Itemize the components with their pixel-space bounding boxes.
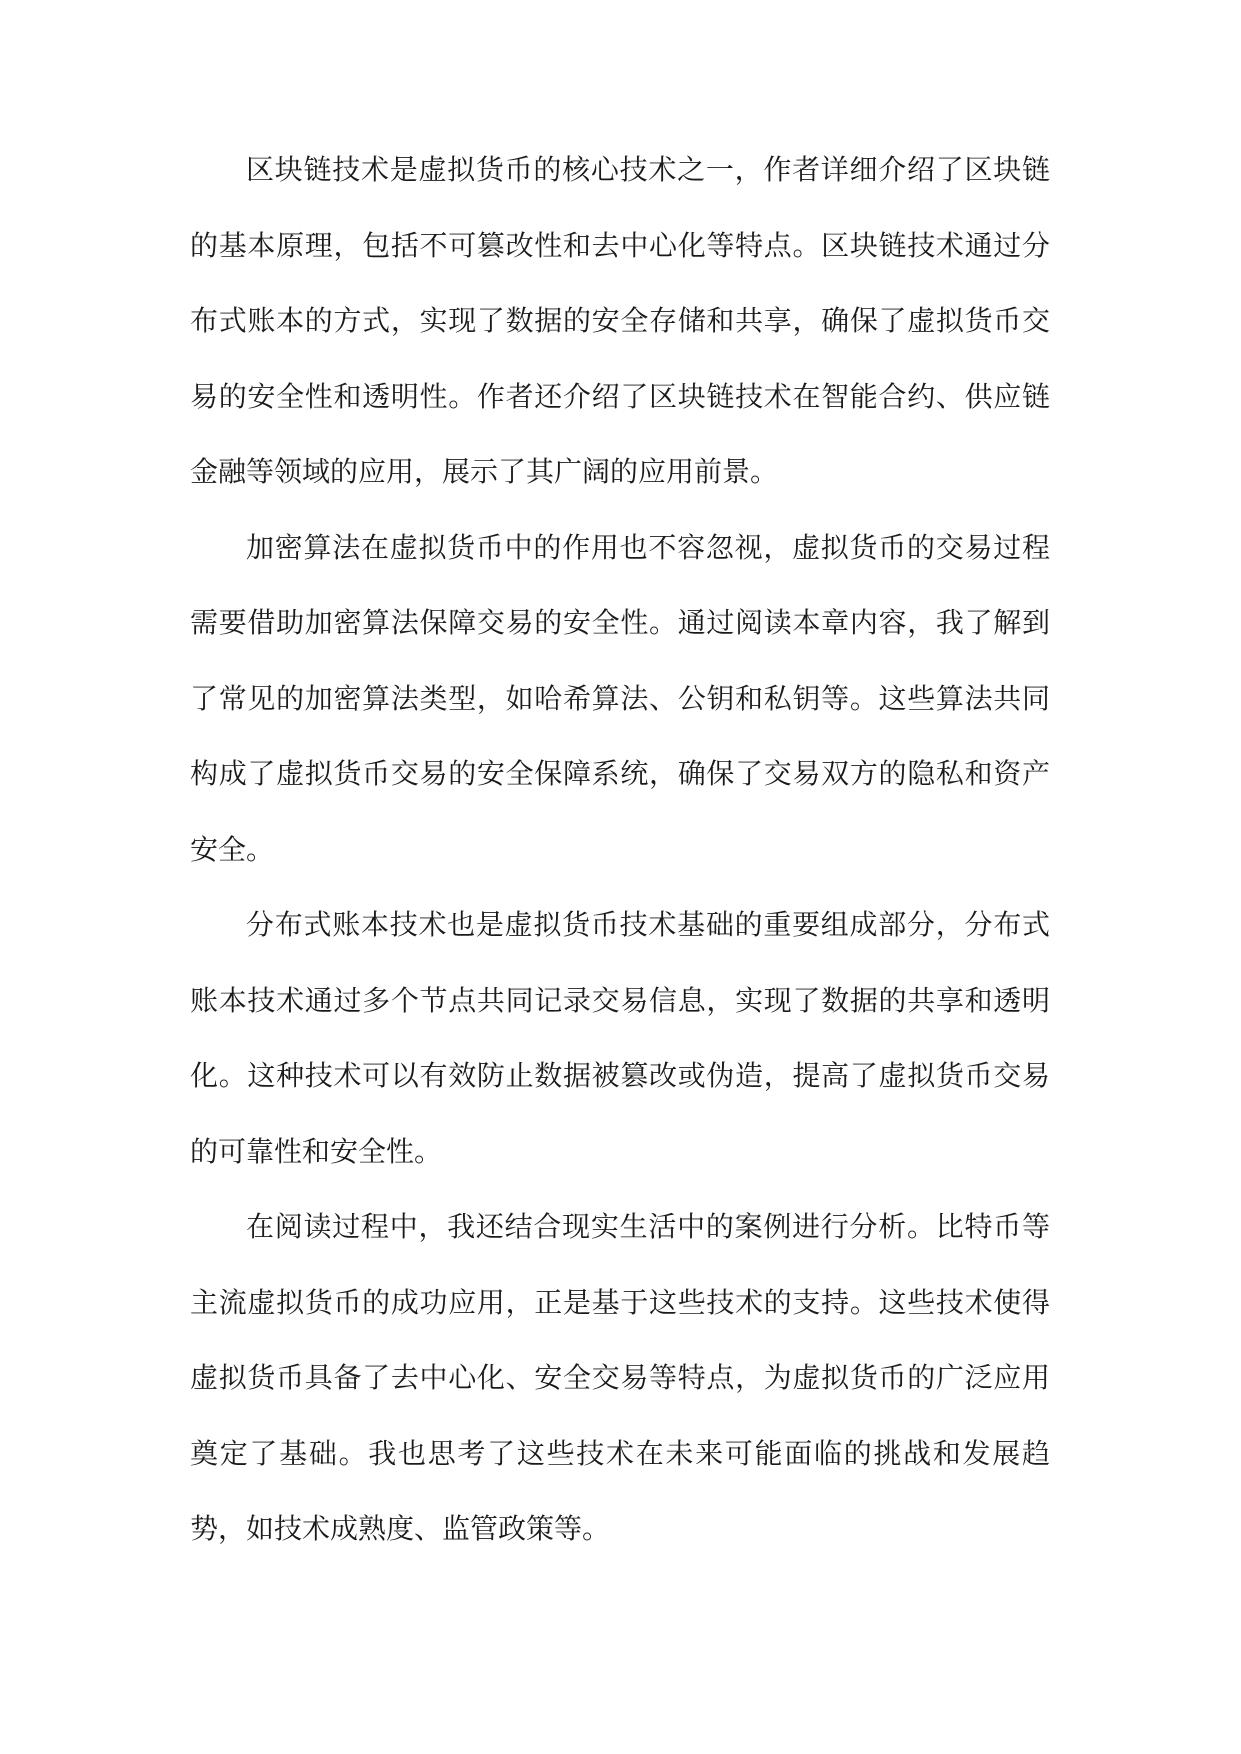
paragraph-distributed-ledger: 分布式账本技术也是虚拟货币技术基础的重要组成部分，分布式账本技术通过多个节点共同记录交易信息，实现了数据的共享和透明化。这种技术可以有效防止数据被篡改或伪造，提高了虚拟货币交易的可靠性和安全性。 <box>190 908 1050 1168</box>
paragraph-encryption: 加密算法在虚拟货币中的作用也不容忽视，虚拟货币的交易过程需要借助加密算法保障交易的安全性。通过阅读本章内容，我了解到了常见的加密算法类型，如哈希算法、公钥和私钥等。这些算法共同构成了虚拟货币交易的安全保障系统，确保了交易双方的隐私和资产安全。 <box>190 530 1050 866</box>
document-page <box>190 132 1050 1567</box>
paragraph-blockchain: 区块链技术是虚拟货币的核心技术之一，作者详细介绍了区块链的基本原理，包括不可篡改性和去中心化等特点。区块链技术通过分布式账本的方式，实现了数据的安全存储和共享，确保了虚拟货币交易的安全性和透明性。作者还介绍了区块链技术在智能合约、供应链金融等领域的应用，展示了其广阔的应用前景。 <box>190 153 1050 488</box>
paragraph-reflection: 在阅读过程中，我还结合现实生活中的案例进行分析。比特币等主流虚拟货币的成功应用，正是基于这些技术的支持。这些技术使得虚拟货币具备了去中心化、安全交易等特点，为虚拟货币的广泛应用奠定了基础。我也思考了这些技术在未来可能面临的挑战和发展趋势，如技术成熟度、监管政策等。 <box>190 1210 1050 1545</box>
